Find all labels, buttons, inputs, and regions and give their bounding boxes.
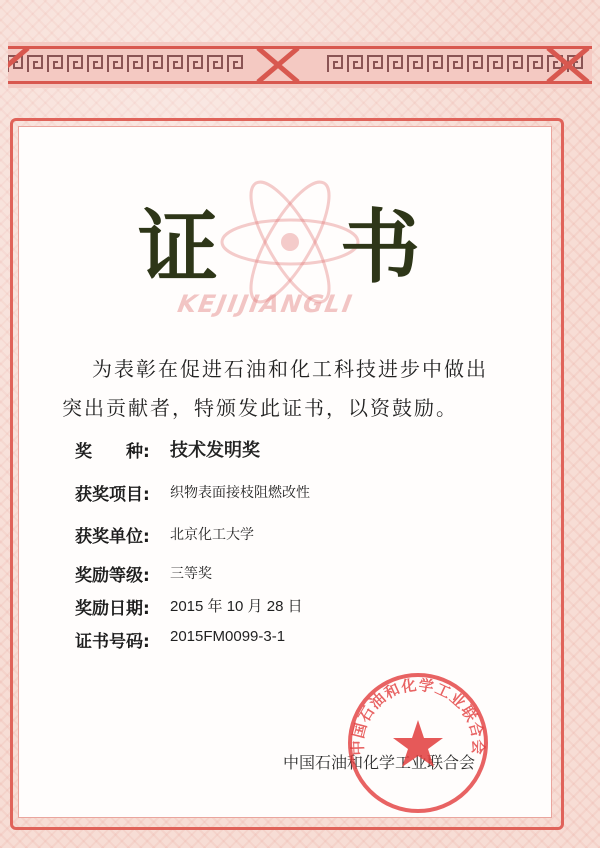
certificate-title-left: 证: [138, 200, 222, 294]
star-icon: [393, 720, 443, 767]
award-level-label: 奖励等级:: [75, 566, 150, 586]
watermark-text: KEJIJIANGLI: [175, 290, 356, 318]
award-project-label: 获奖项目:: [75, 485, 150, 505]
award-level-value: 三等奖: [170, 566, 212, 582]
certificate-title-right: 书: [340, 200, 424, 294]
official-seal: [343, 668, 493, 818]
award-date-value: 2015 年 10 月 28 日: [170, 598, 303, 615]
certificate-number-value: 2015FM0099-3-1: [170, 628, 286, 645]
issuer-name: 中国石油和化学工业联合会: [283, 753, 476, 772]
greek-key-border: [8, 42, 592, 88]
award-unit-value: 北京化工大学: [170, 527, 254, 543]
award-unit-label: 获奖单位:: [75, 527, 150, 547]
award-type-label: 奖 种:: [75, 442, 150, 462]
award-date-label: 奖励日期:: [75, 599, 150, 619]
award-type-value: 技术发明奖: [170, 440, 260, 461]
award-project-value: 织物表面接枝阻燃改性: [170, 485, 310, 501]
intro-line-2: 突出贡献者，特颁发此证书，以资鼓励。: [62, 396, 458, 420]
seal-text: 中国石油和化学工业联合会: [348, 675, 488, 756]
certificate-number-label: 证书号码:: [75, 632, 150, 652]
intro-line-1: 为表彰在促进石油和化工科技进步中做出: [92, 357, 488, 381]
